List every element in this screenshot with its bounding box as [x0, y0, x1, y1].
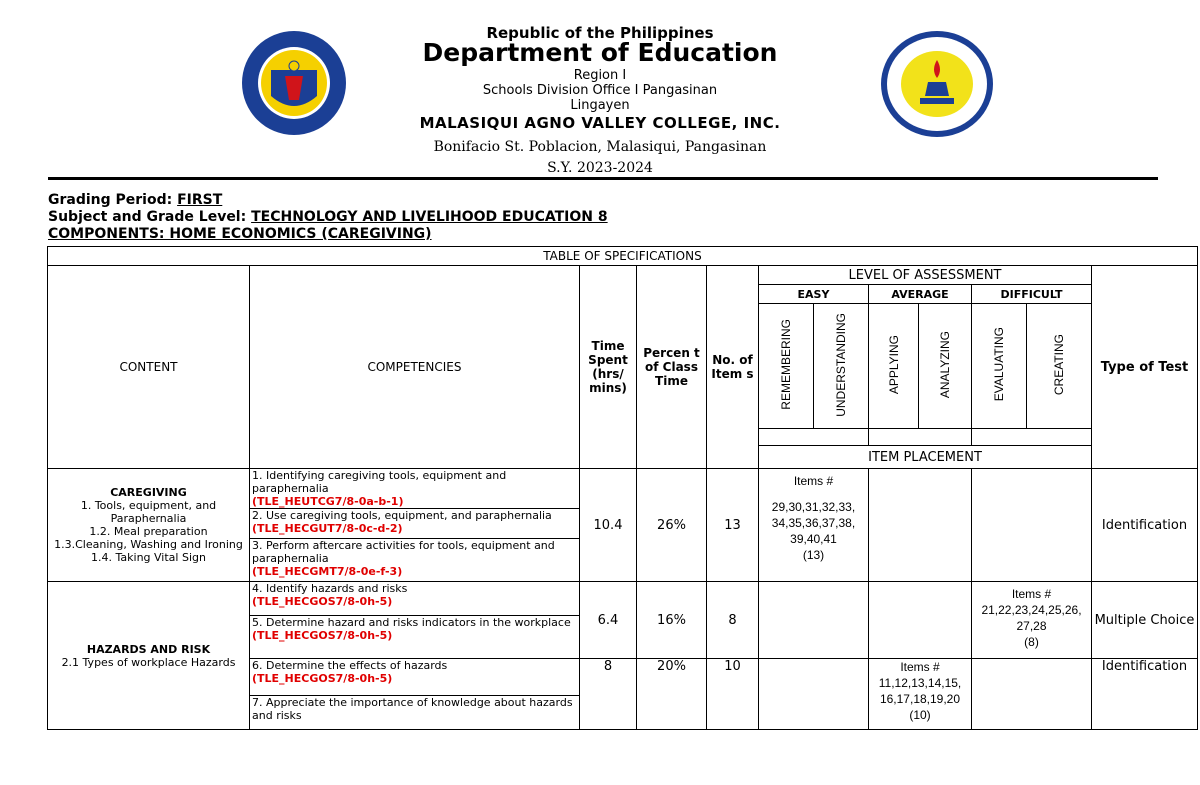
components-line: COMPONENTS: HOME ECONOMICS (CAREGIVING) — [48, 226, 432, 242]
col-items: No. of Item s — [707, 266, 759, 469]
school-name: MALASIQUI AGNO VALLEY COLLEGE, INC. — [419, 114, 781, 132]
school-address: Bonifacio St. Poblacion, Malasiqui, Pangasinan — [433, 139, 767, 155]
easy-header: EASY — [759, 285, 869, 304]
competency-4: 4. Identify hazards and risks (TLE_HECGOS7/8-0h-5) — [250, 582, 580, 616]
letterhead — [0, 0, 1200, 180]
percent-1: 26% — [637, 469, 707, 582]
school-year: S.Y. 2023-2024 — [547, 160, 653, 176]
test-2: Multiple Choice — [1092, 582, 1198, 659]
item-placement-header: ITEM PLACEMENT — [759, 446, 1092, 469]
percent-2: 16% — [637, 582, 707, 659]
creating-header: CREATING — [1027, 304, 1092, 429]
grading-period: Grading Period: FIRST — [48, 192, 223, 208]
competency-3: 3. Perform aftercare activities for tools, equipment and paraphernalia (TLE_HECGMT7/8-0e-f-3) — [250, 539, 580, 582]
republic-line: Republic of the Philippines — [486, 24, 714, 42]
items-2: 8 — [707, 582, 759, 659]
col-content: CONTENT — [48, 266, 250, 469]
time-1: 10.4 — [580, 469, 637, 582]
time-2: 6.4 — [580, 582, 637, 659]
average-header: AVERAGE — [869, 285, 972, 304]
evaluating-header: EVALUATING — [972, 304, 1027, 429]
division-line: Schools Division Office I Pangasinan — [482, 83, 718, 98]
placement-difficult-2: Items # 21,22,23,24,25,26, 27,28 (8) — [972, 582, 1092, 659]
col-competencies: COMPETENCIES — [250, 266, 580, 469]
table-of-specifications — [47, 246, 1198, 730]
col-percent: Percen t of Class Time — [637, 266, 707, 469]
applying-header: APPLYING — [869, 304, 919, 429]
level-of-assessment: LEVEL OF ASSESSMENT — [759, 266, 1092, 285]
competency-6: 6. Determine the effects of hazards (TLE_HECGOS7/8-0h-5) — [250, 659, 580, 696]
time-3: 8 — [580, 659, 637, 730]
competency-5: 5. Determine hazard and risks indicators in the workplace (TLE_HECGOS7/8-0h-5) — [250, 616, 580, 659]
region-line: Region I — [573, 68, 627, 83]
placement-average-3: Items # 11,12,13,14,15, 16,17,18,19,20 (10) — [869, 659, 972, 730]
content-caregiving: CAREGIVING 1. Tools, equipment, and Paraphernalia 1.2. Meal preparation 1.3.Cleaning, Washing and Ironing 1.4. Taking Vital Sign — [48, 469, 250, 582]
placement-easy-1: Items # 29,30,31,32,33, 34,35,36,37,38, 39,40,41 (13) — [759, 469, 869, 582]
competency-7: 7. Appreciate the importance of knowledge about hazards and risks — [250, 696, 580, 730]
department-title: Department of Education — [422, 38, 778, 67]
items-1: 13 — [707, 469, 759, 582]
header-divider — [48, 177, 1158, 180]
col-type-of-test: Type of Test — [1092, 266, 1198, 469]
difficult-header: DIFFICULT — [972, 285, 1092, 304]
content-hazards: HAZARDS AND RISK 2.1 Types of workplace Hazards — [48, 582, 250, 730]
test-3: Identification — [1092, 659, 1198, 730]
understanding-header: UNDERSTANDING — [814, 304, 869, 429]
subject-grade: Subject and Grade Level: TECHNOLOGY AND LIVELIHOOD EDUCATION 8 — [48, 209, 608, 225]
competency-1: 1. Identifying caregiving tools, equipment and paraphernalia (TLE_HEUTCG7/8-0a-b-1) — [250, 469, 580, 509]
analyzing-header: ANALYZING — [919, 304, 972, 429]
col-time: Time Spent (hrs/ mins) — [580, 266, 637, 469]
remembering-header: REMEMBERING — [759, 304, 814, 429]
competency-2: 2. Use caregiving tools, equipment, and paraphernalia (TLE_HECGUT7/8-0c-d-2) — [250, 509, 580, 539]
city-line: Lingayen — [570, 98, 630, 113]
percent-3: 20% — [637, 659, 707, 730]
table-title: TABLE OF SPECIFICATIONS — [48, 247, 1198, 266]
test-1: Identification — [1092, 469, 1198, 582]
items-3: 10 — [707, 659, 759, 730]
